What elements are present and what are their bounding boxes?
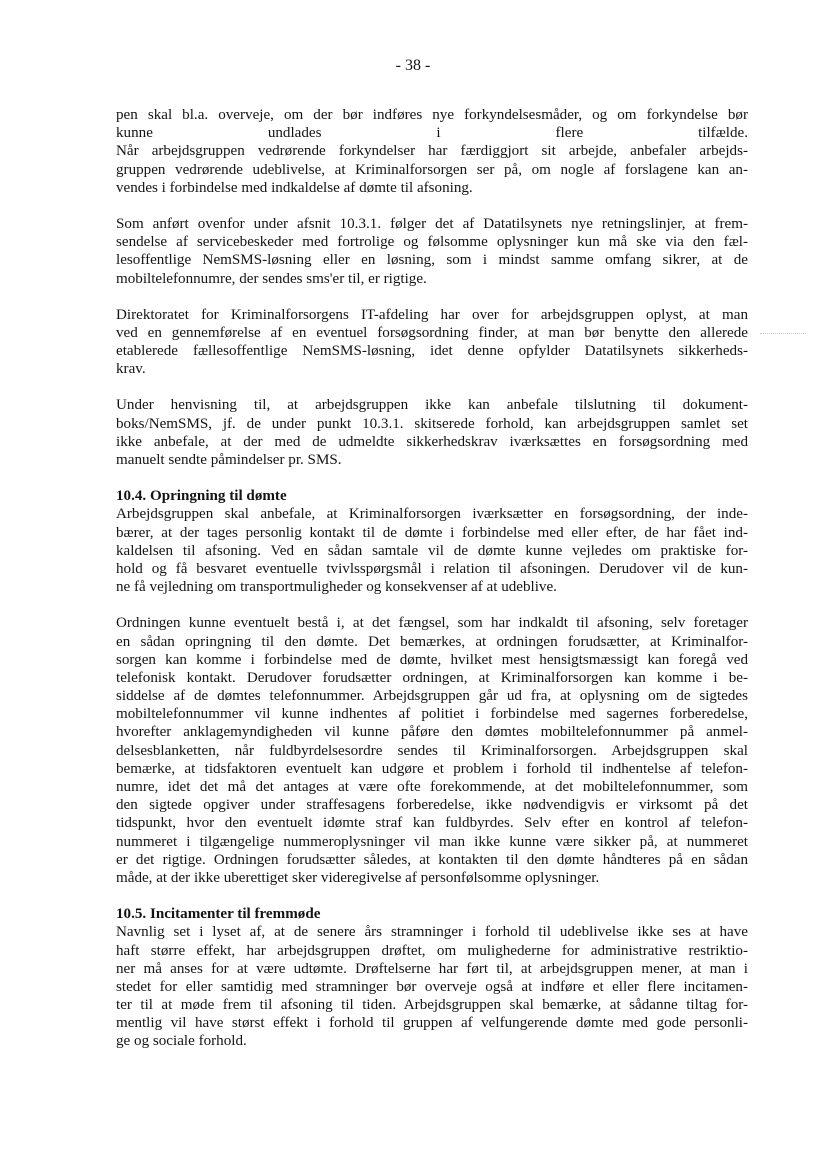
paragraph — [116, 614, 748, 887]
text-line: hvorefter anklagemyndigheden vil kunne påføre den dømtes mobiltelefonnummer på anmel- — [116, 724, 748, 741]
text-line: manuelt sendte påmindelser pr. SMS. — [116, 452, 342, 468]
text-line: ikke anbefale, at der med de udmeldte sikkerhedskrav iværksættes en forsøgsordning med — [116, 433, 748, 450]
text-line: Ordningen kunne eventuelt bestå i, at det fængsel, som har indkaldt til afsoning, selv foretager — [116, 615, 748, 632]
text-line: gruppen vedrørende udeblivelse, at Kriminalforsorgen ser på, om nogle af forslagene kan an- — [116, 161, 748, 178]
text-line: kaldelsen til afsoning. Ved en sådan samtale vil de dømte kunne vejledes om praktiske for- — [116, 542, 748, 559]
text-line: ved en gennemførelse af en eventuel forsøgsordning finder, at man bør benytte den allerede — [116, 324, 748, 341]
text-line: tidspunkt, hvor den eventuelt idømte straf kan fuldbyrdes. Selv efter en kontrol af telefon- — [116, 815, 748, 832]
text-line: nummeret i tilgængelige nummeroplysninger vil man ikke kunne være sikker på, at nummeret — [116, 833, 748, 850]
section-heading: 10.4. Opringning til dømte — [116, 488, 287, 505]
text-line: bemærke, at tidsfaktoren eventuelt kan udgøre et problem i forhold til indhentelse af telefon- — [116, 760, 748, 777]
text-line: delsesblanketten, når fuldbyrdelsesordre sendes til Kriminalforsorgen. Arbejdsgruppen skal — [116, 742, 748, 759]
text-line: Arbejdsgruppen skal anbefale, at Kriminalforsorgen iværksætter en forsøgsordning, der inde- — [116, 506, 748, 523]
paragraph — [116, 215, 748, 288]
document-body — [116, 106, 748, 1051]
text-line: Navnlig set i lyset af, at de senere års stramninger i forhold til udeblivelse ikke ses at have — [116, 924, 748, 941]
page-number: - 38 - — [395, 57, 431, 74]
text-line: en sådan opringning til den dømte. Det bemærkes, at ordningen forudsætter, at Kriminalfor- — [116, 633, 748, 650]
text-line: ter til at møde frem til afsoning til tiden. Arbejdsgruppen skal bemærke, at sådanne tiltag for- — [116, 997, 748, 1014]
paragraph-gap — [116, 596, 748, 614]
paragraph — [116, 306, 748, 379]
text-line: kunne undlades i flere tilfælde. — [116, 125, 748, 142]
text-line: pen skal bl.a. overveje, om der bør indføres nye forkyndelsesmåder, og om forkyndelse bør — [116, 107, 748, 123]
text-line: siddelse af de dømtes telefonnummer. Arbejdsgruppen går ud fra, at oplysning om de sigtedes — [116, 688, 748, 705]
text-line: ne få vejledning om transportmuligheder og konsekvenser af at udeblive. — [116, 579, 557, 596]
text-line: Når arbejdsgruppen vedrørende forkyndelser har færdiggjort sit arbejde, anbefaler arbejds- — [116, 143, 748, 160]
text-line: telefonisk kontakt. Derudover forudsætter ordningen, at Kriminalforsorgen kan komme i be- — [116, 669, 748, 686]
text-line: etablerede fællesoffentlige NemSMS-løsning, idet denne opfylder Datatilsynets sikkerheds- — [116, 343, 748, 360]
paragraph-gap — [116, 288, 748, 306]
paragraph — [116, 106, 748, 197]
text-line: sorgen kan komme i forbindelse med de dømte, hvilket mest hensigtsmæssigt kan foregå ved — [116, 651, 748, 668]
text-line: vendes i forbindelse med indkaldelse af dømte til afsoning. — [116, 179, 473, 196]
text-line: haft større effekt, har arbejdsgruppen drøftet, om mulighederne for administrative restriktio- — [116, 942, 748, 959]
text-line: Som anført ovenfor under afsnit 10.3.1. følger det af Datatilsynets nye retningslinjer, at frem- — [116, 215, 748, 232]
paragraph-gap — [116, 887, 748, 905]
scan-artifact — [760, 333, 806, 336]
paragraph-gap — [116, 197, 748, 215]
text-line: krav. — [116, 361, 146, 378]
paragraph — [116, 396, 748, 469]
text-line: bærer, at der tages personlig kontakt til de dømte i forbindelse med eller efter, de har fået ind- — [116, 524, 748, 541]
paragraph-gap — [116, 469, 748, 487]
text-line: mobiltelefonnumre, der sendes sms'er til, er rigtige. — [116, 270, 427, 287]
text-line: numre, idet det må det antages at være ofte forekommende, at det mobiltelefonnummer, som — [116, 779, 748, 795]
text-line: sendelse af servicebeskeder med fortrolige og følsomme oplysninger kun må ske via den fæl- — [116, 234, 748, 251]
text-line: mentlig vil have størst effekt i forhold til gruppen af velfungerende dømte med gode personli- — [116, 1015, 748, 1032]
section — [116, 487, 748, 596]
text-line: måde, at der ikke uberettiget sker videregivelse af personfølsomme oplysninger. — [116, 869, 600, 886]
paragraph-gap — [116, 378, 748, 396]
text-line: stedet for eller samtidig med stramninger bør overveje også at indføre et eller flere incitamen- — [116, 978, 748, 995]
text-line: den sigtede opgiver under straffesagens forberedelse, ikke nødvendigvis er virksomt på det — [116, 797, 748, 814]
text-line: hold og få besvaret eventuelle tvivlsspørgsmål i relation til afsoningen. Derudover vil de kun- — [116, 560, 748, 577]
text-line: lesoffentlige NemSMS-løsning eller en løsning, som i mindst samme omfang sikrer, at de — [116, 252, 748, 269]
text-line: mobiltelefonnummer vil kunne indhentes af politiet i forbindelse med sagernes forberedelse, — [116, 706, 748, 723]
text-line: ge og sociale forhold. — [116, 1033, 247, 1050]
text-line: Direktoratet for Kriminalforsorgens IT-afdeling har over for arbejdsgruppen oplyst, at man — [116, 306, 748, 323]
section-heading: 10.5. Incitamenter til fremmøde — [116, 906, 321, 923]
text-line: ner må anses for at være udtømte. Drøftelserne har ført til, at arbejdsgruppen mener, at man i — [116, 960, 748, 977]
text-line: er det rigtige. Ordningen forudsætter således, at kontakten til den dømte håndteres på en sådan — [116, 851, 748, 868]
section — [116, 905, 748, 1051]
text-line: boks/NemSMS, jf. de under punkt 10.3.1. skitserede forhold, kan arbejdsgruppen samlet set — [116, 415, 748, 432]
text-line: Under henvisning til, at arbejdsgruppen ikke kan anbefale tilslutning til dokument- — [116, 397, 748, 414]
